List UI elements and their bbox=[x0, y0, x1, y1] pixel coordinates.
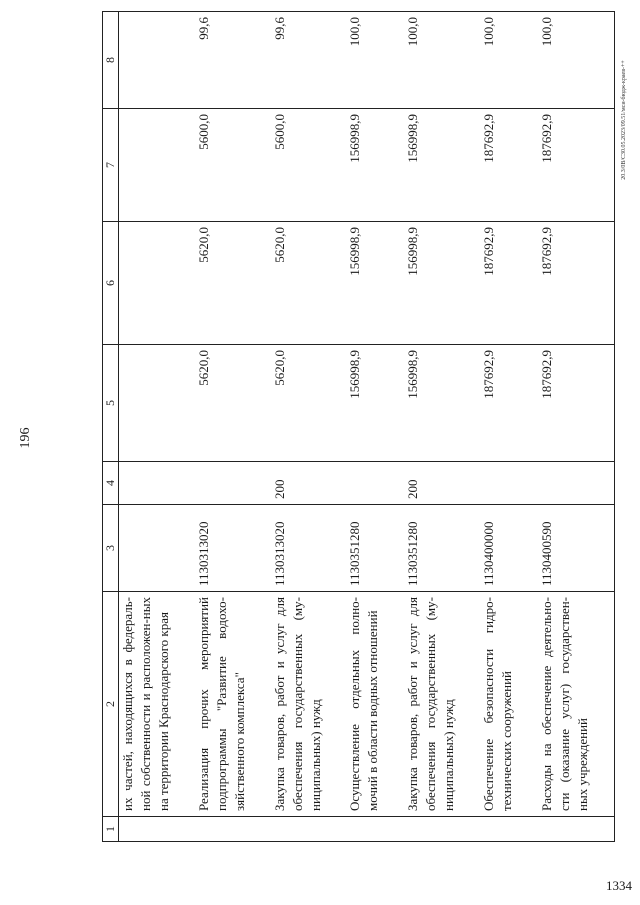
column-header-7: 7 bbox=[103, 109, 119, 222]
cell-c7: 5600,0 bbox=[271, 109, 347, 222]
cell-c6: 187692,9 bbox=[480, 222, 538, 345]
cell-c6 bbox=[119, 222, 195, 345]
column-header-2: 2 bbox=[103, 592, 119, 817]
cell-index bbox=[271, 817, 347, 842]
cell-c7: 5600,0 bbox=[195, 109, 271, 222]
cell-code: 1130351280 bbox=[404, 505, 480, 592]
footer-code: 20.3/0B/C30.05.2023/09.51/мси-бюдж-краев-++ bbox=[621, 60, 627, 180]
cell-code: 1130351280 bbox=[346, 505, 404, 592]
cell-c7: 156998,9 bbox=[404, 109, 480, 222]
cell-index bbox=[404, 817, 480, 842]
cell-code: 1130400000 bbox=[480, 505, 538, 592]
column-header-4: 4 bbox=[103, 462, 119, 505]
header-row bbox=[103, 12, 119, 842]
column-header-3: 3 bbox=[103, 505, 119, 592]
column-header-1: 1 bbox=[103, 817, 119, 842]
cell-name: Реализация прочих мероприятий подпрограммы "Развитие водохо-зяйственного комплекса" bbox=[195, 592, 271, 817]
cell-c7: 187692,9 bbox=[538, 109, 614, 222]
cell-c6: 156998,9 bbox=[346, 222, 404, 345]
cell-vr bbox=[480, 462, 538, 505]
cell-c8: 100,0 bbox=[404, 12, 480, 109]
table-row bbox=[346, 12, 404, 842]
cell-c8: 100,0 bbox=[480, 12, 538, 109]
cell-index bbox=[538, 817, 614, 842]
table-wrapper bbox=[102, 17, 590, 842]
cell-name: их частей, находящихся в федераль-ной собственности и расположен-ных на территории Краснодарского края bbox=[119, 592, 195, 817]
cell-vr bbox=[538, 462, 614, 505]
table-row bbox=[404, 12, 480, 842]
cell-vr bbox=[119, 462, 195, 505]
cell-code: 1130313020 bbox=[195, 505, 271, 592]
cell-vr: 200 bbox=[271, 462, 347, 505]
column-header-5: 5 bbox=[103, 345, 119, 462]
cell-c8: 100,0 bbox=[538, 12, 614, 109]
cell-name: Расходы на обеспечение деятельно-сти (оказание услуг) государствен-ных учреждений bbox=[538, 592, 614, 817]
cell-c6: 5620,0 bbox=[271, 222, 347, 345]
cell-c7: 187692,9 bbox=[480, 109, 538, 222]
cell-code: 1130400590 bbox=[538, 505, 614, 592]
cell-index bbox=[346, 817, 404, 842]
column-header-8: 8 bbox=[103, 12, 119, 109]
cell-vr bbox=[346, 462, 404, 505]
column-header-6: 6 bbox=[103, 222, 119, 345]
cell-c7: 156998,9 bbox=[346, 109, 404, 222]
table-row bbox=[119, 12, 195, 842]
cell-c8 bbox=[119, 12, 195, 109]
cell-c6: 187692,9 bbox=[538, 222, 614, 345]
cell-c8: 99,6 bbox=[195, 12, 271, 109]
table-row bbox=[271, 12, 347, 842]
cell-c7 bbox=[119, 109, 195, 222]
cell-c8: 99,6 bbox=[271, 12, 347, 109]
cell-name: Закупка товаров, работ и услуг для обеспечения государственных (му-ниципальных) нужд bbox=[404, 592, 480, 817]
cell-name: Закупка товаров, работ и услуг для обеспечения государственных (му-ниципальных) нужд bbox=[271, 592, 347, 817]
cell-c8: 100,0 bbox=[346, 12, 404, 109]
page-number: 196 bbox=[18, 427, 33, 449]
cell-vr: 200 bbox=[404, 462, 480, 505]
cell-c5: 5620,0 bbox=[195, 345, 271, 462]
cell-c5: 187692,9 bbox=[538, 345, 614, 462]
cell-c6: 5620,0 bbox=[195, 222, 271, 345]
cell-index bbox=[480, 817, 538, 842]
table-row bbox=[538, 12, 614, 842]
table-row bbox=[480, 12, 538, 842]
cell-vr bbox=[195, 462, 271, 505]
cell-c6: 156998,9 bbox=[404, 222, 480, 345]
cell-c5 bbox=[119, 345, 195, 462]
cell-code bbox=[119, 505, 195, 592]
cell-code: 1130313020 bbox=[271, 505, 347, 592]
table-row bbox=[195, 12, 271, 842]
cell-index bbox=[119, 817, 195, 842]
budget-table bbox=[102, 11, 615, 842]
cell-c5: 187692,9 bbox=[480, 345, 538, 462]
cell-c5: 156998,9 bbox=[404, 345, 480, 462]
cell-c5: 5620,0 bbox=[271, 345, 347, 462]
cell-c5: 156998,9 bbox=[346, 345, 404, 462]
cell-name: Обеспечение безопасности гидро-технических сооружений bbox=[480, 592, 538, 817]
cell-name: Осуществление отдельных полно-мочий в области водных отношений bbox=[346, 592, 404, 817]
cell-index bbox=[195, 817, 271, 842]
sheet-number: 1334 bbox=[606, 878, 632, 893]
